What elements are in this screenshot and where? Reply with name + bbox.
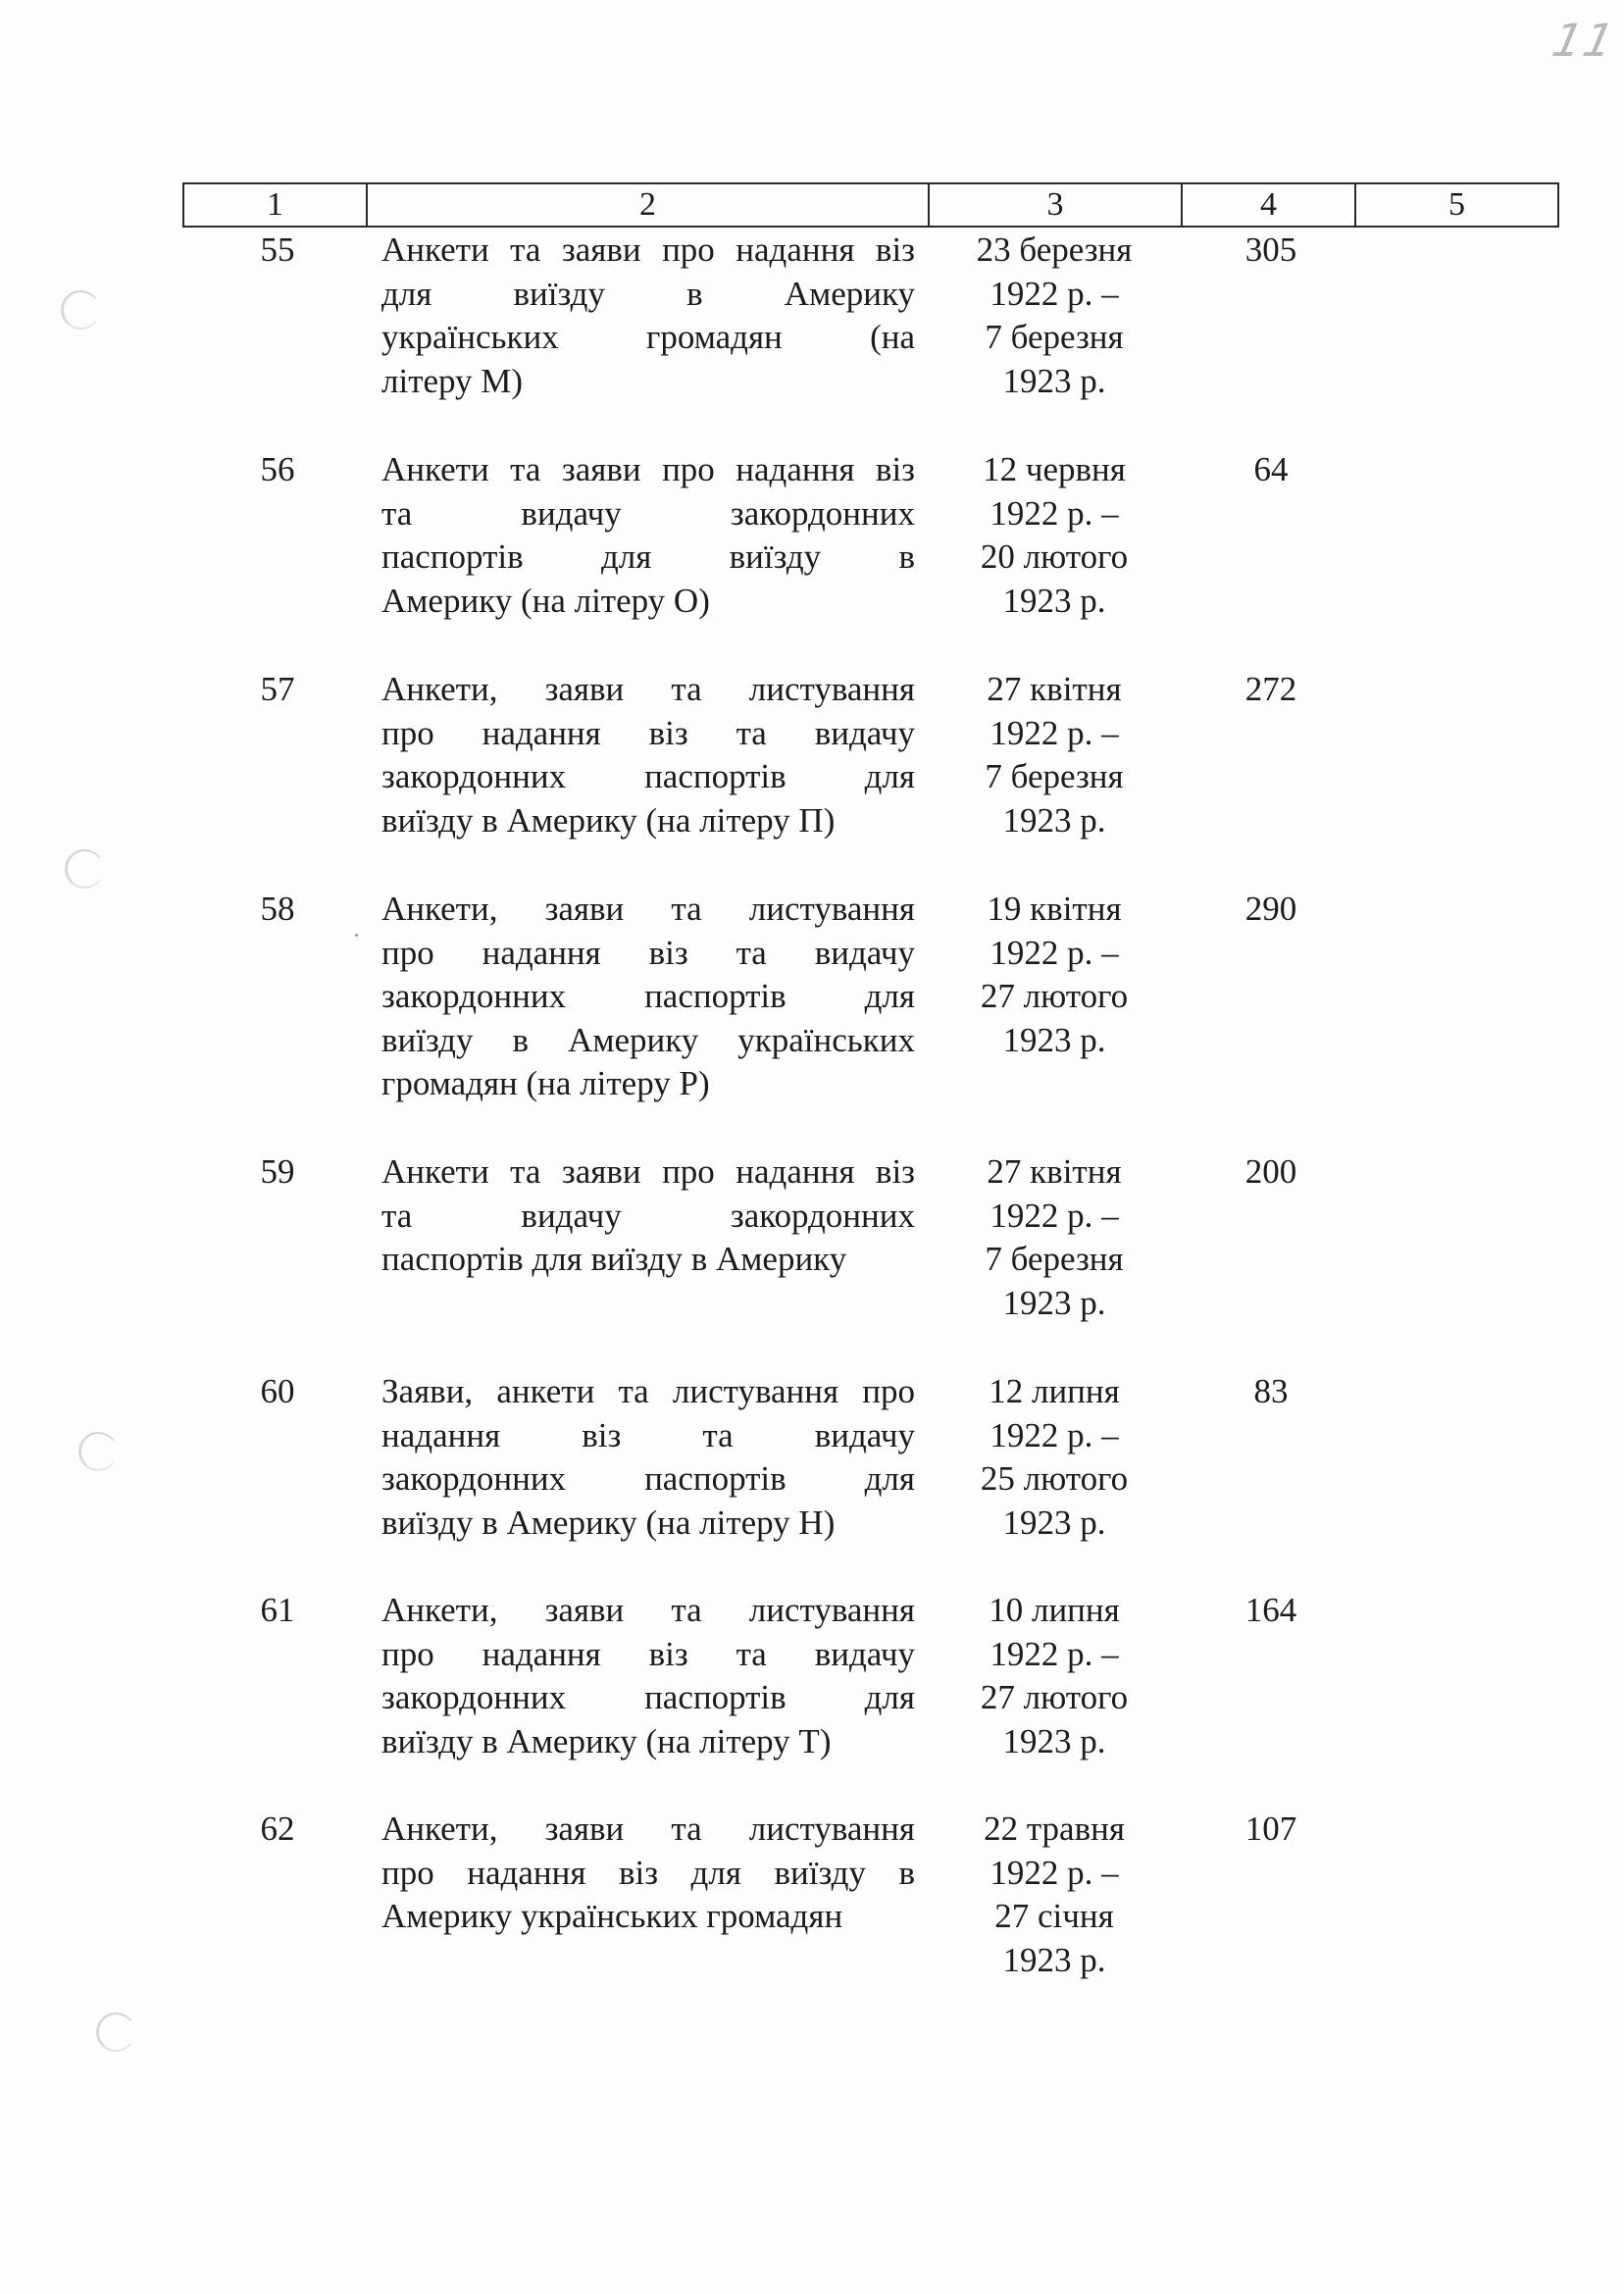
file-description xyxy=(381,668,915,842)
date-line: 27 квітня xyxy=(987,670,1122,708)
sheet-count: 305 xyxy=(1244,230,1297,269)
description-line: паспортів для виїзду в xyxy=(381,537,915,576)
file-description xyxy=(381,1370,915,1545)
file-date-range xyxy=(941,668,1167,842)
description-line: закордонних паспортів для xyxy=(381,1459,915,1498)
description-line: виїзду в Америку (на літеру Т) xyxy=(381,1721,832,1760)
column-header-5: 5 xyxy=(1448,186,1465,223)
column-number-header xyxy=(182,182,1559,228)
file-number: 60 xyxy=(260,1372,295,1410)
file-number: 56 xyxy=(260,450,295,488)
description-line: Анкети, заяви та листування xyxy=(381,670,915,708)
file-date-range xyxy=(941,1370,1167,1545)
file-description xyxy=(381,888,915,1106)
file-date-range xyxy=(941,888,1167,1062)
punch-hole-mark xyxy=(96,2013,135,2052)
date-line: 20 лютого xyxy=(980,537,1129,576)
description-line: та видачу закордонних xyxy=(381,493,915,533)
description-line: українських громадян (на xyxy=(381,318,915,356)
description-line: Анкети, заяви та листування xyxy=(381,890,915,928)
description-line: Анкети та заяви про надання віз xyxy=(381,230,915,269)
date-line: 1922 р. – xyxy=(990,1634,1119,1673)
date-line: 1922 р. – xyxy=(990,933,1119,972)
date-line: 1922 р. – xyxy=(990,1853,1119,1892)
date-line: 1923 р. xyxy=(1002,1283,1106,1322)
file-number: 57 xyxy=(260,670,295,708)
description-line: паспортів для виїзду в Америку xyxy=(381,1240,847,1278)
description-line: про надання віз та видачу xyxy=(381,1634,915,1673)
description-line: Анкети та заяви про надання віз xyxy=(381,450,915,488)
date-line: 22 травня xyxy=(984,1810,1125,1848)
file-number: 58 xyxy=(260,890,295,928)
description-line: літеру М) xyxy=(381,361,524,400)
description-line: Анкети та заяви про надання віз xyxy=(381,1152,915,1191)
date-line: 1923 р. xyxy=(1002,1721,1106,1760)
punch-hole-mark xyxy=(61,290,100,330)
date-line: 27 лютого xyxy=(980,1678,1129,1716)
date-line: 10 липня xyxy=(989,1591,1120,1629)
date-line: 1923 р. xyxy=(1002,1940,1106,1979)
description-line: про надання віз та видачу xyxy=(381,713,915,752)
sheet-count: 290 xyxy=(1244,890,1297,928)
file-description xyxy=(381,229,915,403)
ink-speck xyxy=(355,934,358,937)
description-line: громадян (на літеру Р) xyxy=(381,1064,710,1102)
date-line: 12 липня xyxy=(989,1372,1120,1410)
date-line: 23 березня xyxy=(976,230,1133,269)
description-line: закордонних паспортів для xyxy=(381,1678,915,1716)
description-line: закордонних паспортів для xyxy=(381,757,915,795)
description-line: для виїзду в Америку xyxy=(381,274,915,313)
file-description xyxy=(381,1589,915,1763)
date-line: 1923 р. xyxy=(1002,1020,1106,1059)
column-header-4: 4 xyxy=(1183,184,1356,226)
punch-hole-mark xyxy=(78,1432,118,1471)
date-line: 1923 р. xyxy=(1002,361,1106,400)
file-date-range xyxy=(941,448,1167,623)
description-line: виїзду в Америку (на літеру Н) xyxy=(381,1503,836,1542)
sheet-count: 64 xyxy=(1253,450,1289,488)
column-header-1: 1 xyxy=(184,184,368,226)
file-description xyxy=(381,1808,915,1939)
date-line: 7 березня xyxy=(985,318,1124,356)
description-line: Америку українських громадян xyxy=(381,1897,843,1935)
sheet-count: 107 xyxy=(1244,1810,1297,1848)
sheet-count: 200 xyxy=(1244,1152,1297,1191)
description-line: виїзду в Америку (на літеру П) xyxy=(381,800,836,840)
date-line: 7 березня xyxy=(985,1240,1124,1278)
punch-hole-mark xyxy=(65,849,104,889)
description-line: та видачу закордонних xyxy=(381,1196,915,1235)
date-line: 25 лютого xyxy=(980,1459,1129,1498)
description-line: закордонних паспортів для xyxy=(381,977,915,1015)
column-header-2: 2 xyxy=(368,184,930,226)
sheet-count: 83 xyxy=(1253,1372,1289,1410)
file-number: 59 xyxy=(260,1152,295,1191)
date-line: 7 березня xyxy=(985,757,1124,795)
date-line: 1922 р. – xyxy=(990,1196,1119,1235)
date-line: 12 червня xyxy=(983,450,1126,488)
file-description xyxy=(381,1150,915,1282)
description-line: про надання віз для виїзду в xyxy=(381,1853,915,1892)
date-line: 1923 р. xyxy=(1002,800,1106,840)
description-line: надання віз та видачу xyxy=(381,1415,915,1454)
date-line: 27 квітня xyxy=(987,1152,1122,1191)
column-header-3: 3 xyxy=(930,184,1183,226)
sheet-count: 272 xyxy=(1244,670,1297,708)
date-line: 1922 р. – xyxy=(990,713,1119,752)
description-line: Америку (на літеру О) xyxy=(381,581,710,620)
description-line: виїзду в Америку українських xyxy=(381,1020,915,1059)
date-line: 27 січня xyxy=(994,1897,1114,1935)
date-line: 1923 р. xyxy=(1002,1503,1106,1542)
page-number: 11 xyxy=(1548,14,1621,67)
description-line: Заяви, анкети та листування про xyxy=(381,1372,915,1410)
date-line: 19 квітня xyxy=(987,890,1122,928)
file-description xyxy=(381,448,915,623)
description-line: про надання віз та видачу xyxy=(381,933,915,972)
file-number: 61 xyxy=(260,1591,295,1629)
description-line: Анкети, заяви та листування xyxy=(381,1591,915,1629)
date-line: 27 лютого xyxy=(980,977,1129,1015)
file-date-range xyxy=(941,229,1167,403)
file-date-range xyxy=(941,1808,1167,1982)
file-date-range xyxy=(941,1150,1167,1325)
sheet-count: 164 xyxy=(1244,1591,1297,1629)
file-number: 62 xyxy=(260,1810,295,1848)
date-line: 1922 р. – xyxy=(990,274,1119,313)
date-line: 1922 р. – xyxy=(990,493,1119,533)
file-date-range xyxy=(941,1589,1167,1763)
date-line: 1922 р. – xyxy=(990,1415,1119,1454)
date-line: 1923 р. xyxy=(1002,581,1106,620)
description-line: Анкети, заяви та листування xyxy=(381,1810,915,1848)
file-number: 55 xyxy=(260,230,295,269)
